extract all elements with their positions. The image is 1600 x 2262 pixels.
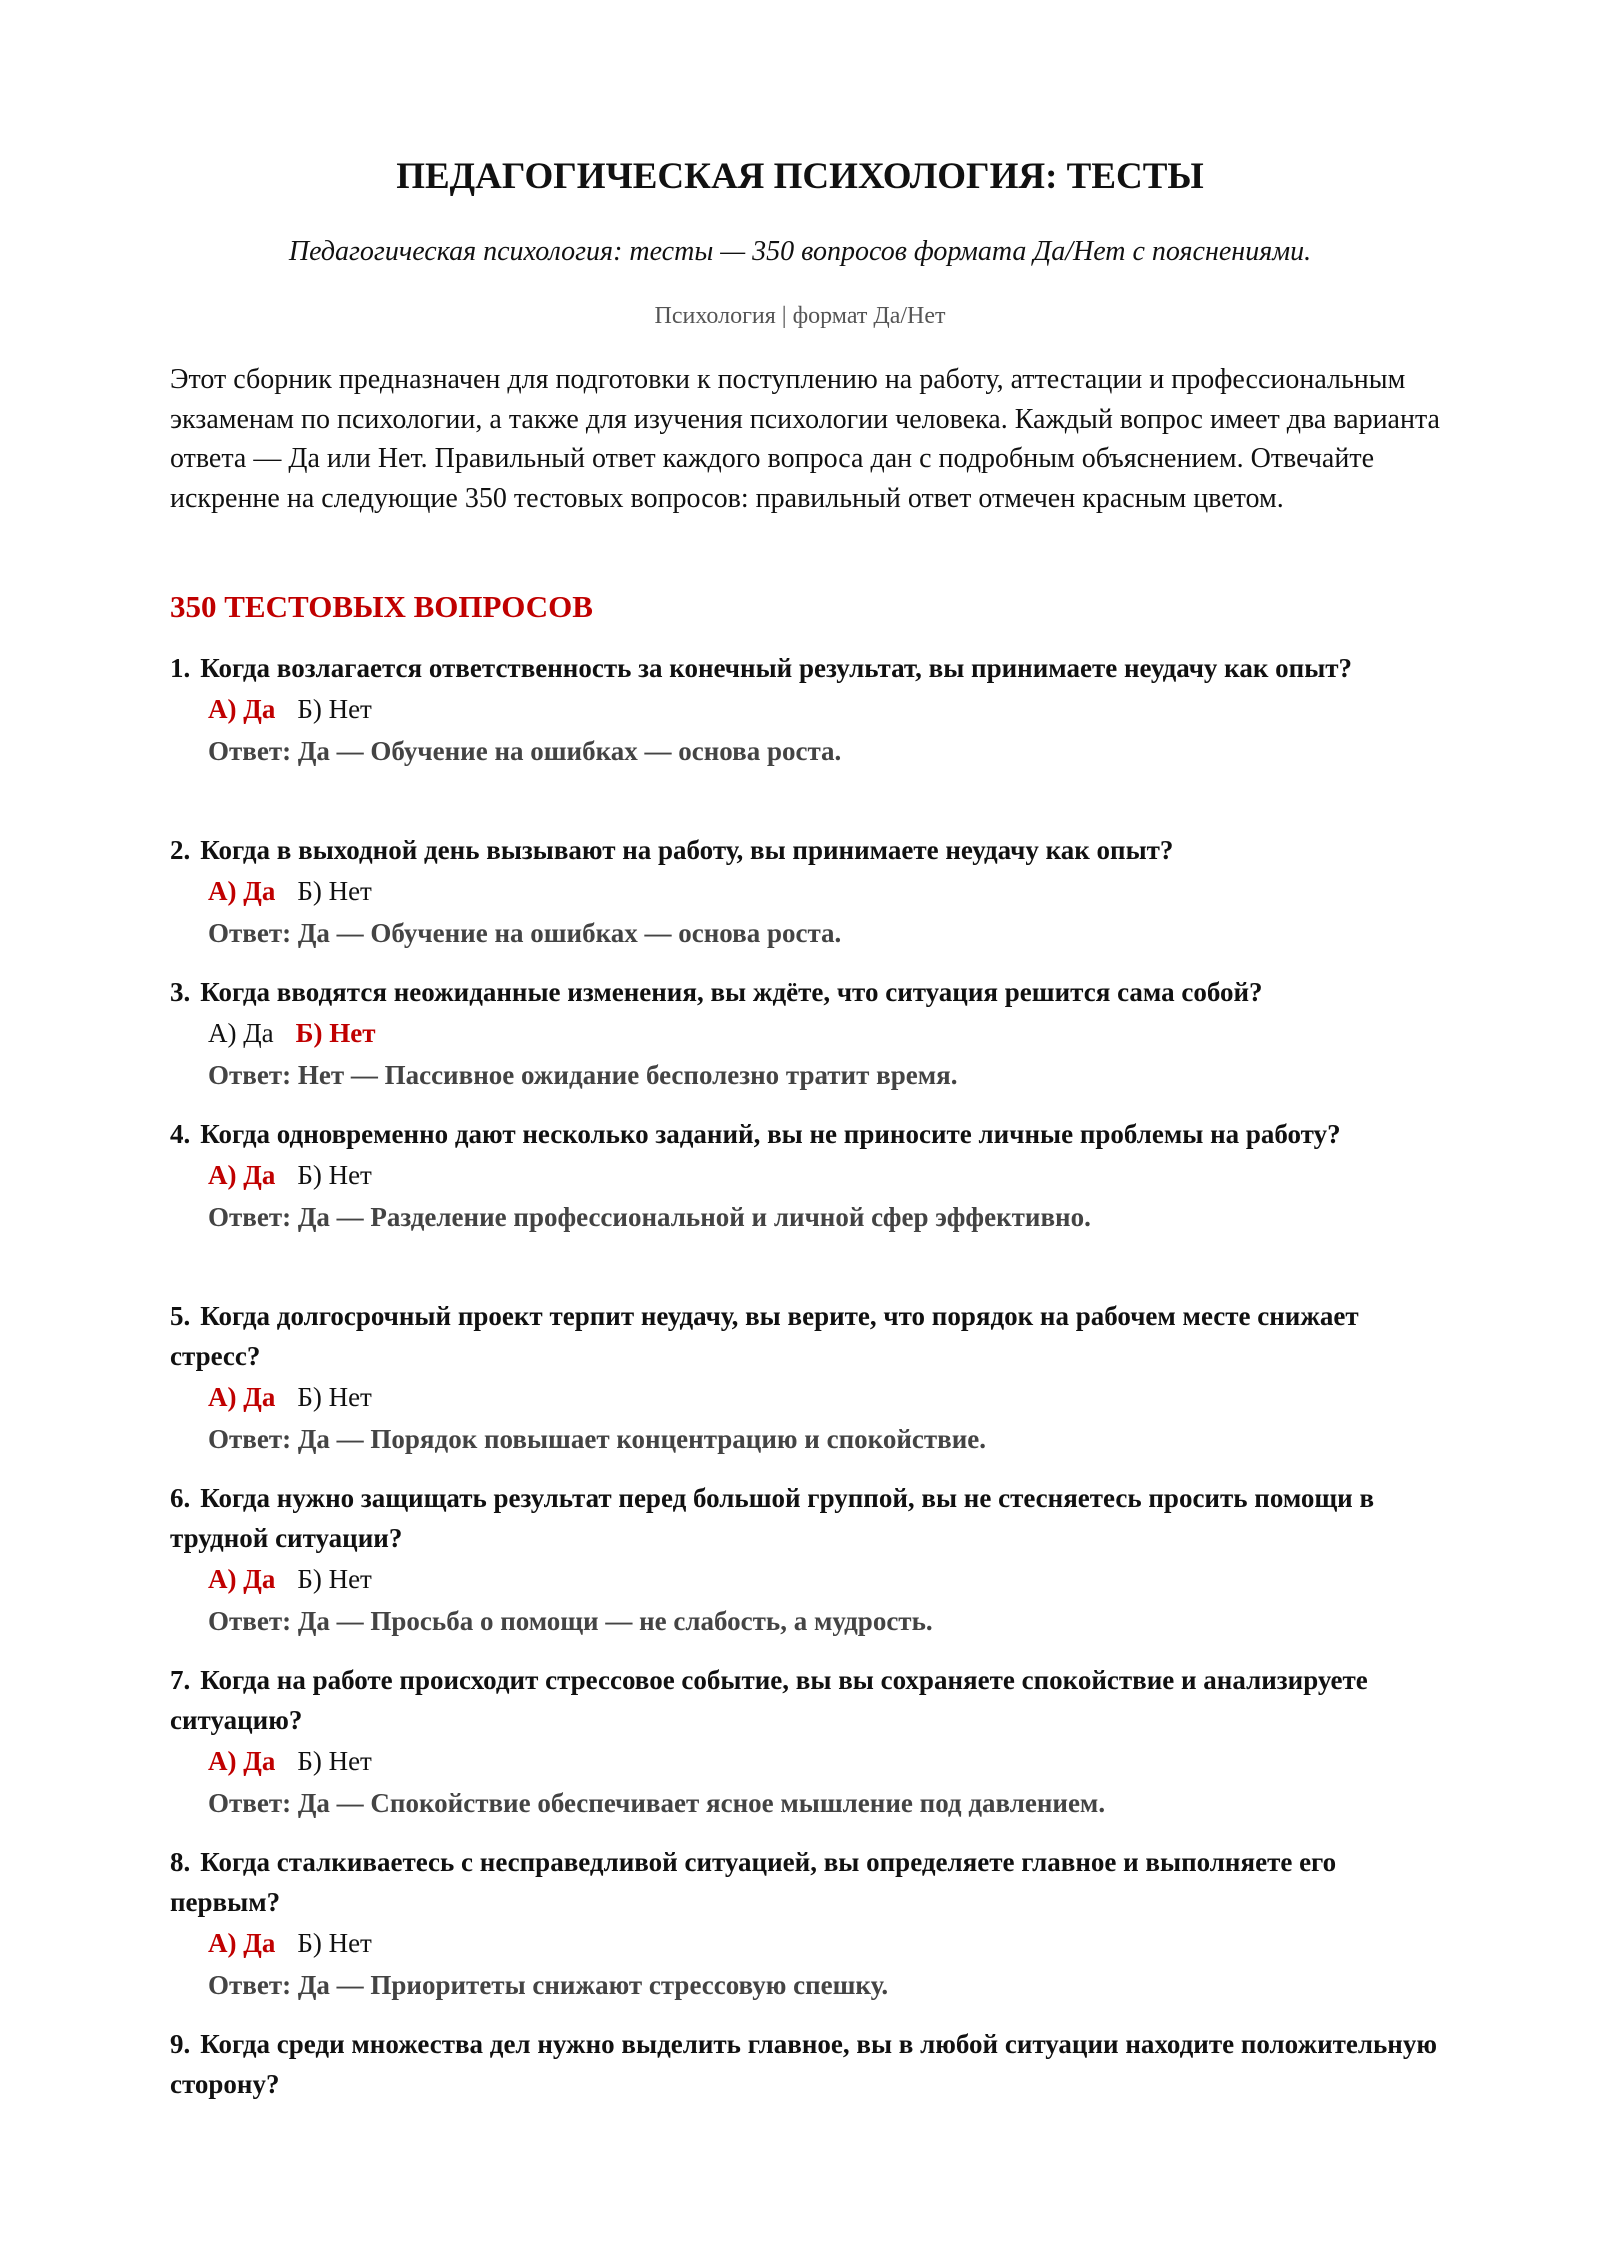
question-body: Когда вводятся неожиданные изменения, вы ждёте, что ситуация решится сама собой? xyxy=(200,977,1263,1007)
answer-options xyxy=(170,688,1440,730)
document-meta: Психология | формат Да/Нет xyxy=(654,303,946,329)
question-text xyxy=(170,2024,1440,2104)
question-text xyxy=(170,1478,1440,1558)
question-body: Когда одновременно дают несколько заданий, вы не приносите личные проблемы на работу? xyxy=(200,1119,1341,1149)
question-item xyxy=(170,972,1440,1096)
question-item xyxy=(170,1478,1440,1642)
question-body: Когда среди множества дел нужно выделить главное, вы в любой ситуации находите положительную сторону? xyxy=(170,2029,1437,2099)
option[interactable]: Б) Нет xyxy=(297,1564,372,1594)
answer-options xyxy=(170,870,1440,912)
question-item xyxy=(170,1842,1440,2006)
question-number: 2. xyxy=(170,835,191,865)
option[interactable]: А) Да xyxy=(208,1018,274,1048)
question-body: Когда возлагается ответственность за конечный результат, вы принимаете неудачу как опыт? xyxy=(200,653,1353,683)
question-number: 8. xyxy=(170,1847,191,1877)
option[interactable]: Б) Нет xyxy=(297,694,372,724)
question-text xyxy=(170,830,1440,870)
question-item xyxy=(170,830,1440,954)
option-correct[interactable]: А) Да xyxy=(208,1928,276,1958)
answer-options xyxy=(170,1154,1440,1196)
document-subtitle: Педагогическая психология: тесты — 350 вопросов формата Да/Нет с пояснениями. xyxy=(288,236,1312,267)
option[interactable]: Б) Нет xyxy=(297,876,372,906)
option-correct[interactable]: А) Да xyxy=(208,1564,276,1594)
question-body: Когда долгосрочный проект терпит неудачу, вы верите, что порядок на рабочем месте снижает стресс? xyxy=(170,1301,1359,1371)
question-text xyxy=(170,1114,1440,1154)
option[interactable]: Б) Нет xyxy=(297,1382,372,1412)
option-correct[interactable]: А) Да xyxy=(208,694,276,724)
answer-explanation: Ответ: Да — Порядок повышает концентрацию и спокойствие. xyxy=(208,1424,987,1454)
answer-explanation: Ответ: Да — Обучение на ошибках — основа роста. xyxy=(208,736,842,766)
question-body: Когда в выходной день вызывают на работу, вы принимаете неудачу как опыт? xyxy=(200,835,1174,865)
question-text xyxy=(170,648,1440,688)
section-title: 350 ТЕСТОВЫХ ВОПРОСОВ xyxy=(170,589,593,624)
question-body: Когда сталкиваетесь с несправедливой ситуацией, вы определяете главное и выполняете его первым? xyxy=(170,1847,1337,1917)
option-correct[interactable]: Б) Нет xyxy=(295,1018,376,1048)
option[interactable]: Б) Нет xyxy=(297,1746,372,1776)
option-correct[interactable]: А) Да xyxy=(208,1746,276,1776)
answer-options xyxy=(170,1376,1440,1418)
question-number: 4. xyxy=(170,1119,191,1149)
question-item xyxy=(170,1296,1440,1460)
question-body: Когда на работе происходит стрессовое событие, вы вы сохраняете спокойствие и анализируете ситуацию? xyxy=(170,1665,1368,1735)
option-correct[interactable]: А) Да xyxy=(208,876,276,906)
option-correct[interactable]: А) Да xyxy=(208,1382,276,1412)
question-text xyxy=(170,972,1440,1012)
question-number: 1. xyxy=(170,653,191,683)
intro-paragraph: Этот сборник предназначен для подготовки к поступлению на работу, аттестации и профессиональным экзаменам по психологии, а также для изучения психологии человека. Каждый вопрос имеет два варианта ответа — Да или Нет. Правильный ответ каждого вопроса дан с подробным объяснением. Отвечайте искренне на следующие 350 тестовых вопросов: правильный ответ отмечен красным цветом. xyxy=(170,364,1440,514)
option[interactable]: Б) Нет xyxy=(297,1160,372,1190)
answer-options xyxy=(170,1012,1440,1054)
answer-explanation: Ответ: Нет — Пассивное ожидание бесполезно тратит время. xyxy=(208,1060,958,1090)
question-item xyxy=(170,648,1440,772)
option-correct[interactable]: А) Да xyxy=(208,1160,276,1190)
question-number: 9. xyxy=(170,2029,191,2059)
question-item xyxy=(170,1660,1440,1824)
answer-explanation: Ответ: Да — Спокойствие обеспечивает ясное мышление под давлением. xyxy=(208,1788,1106,1818)
answer-explanation: Ответ: Да — Приоритеты снижают стрессовую спешку. xyxy=(208,1970,889,2000)
answer-explanation: Ответ: Да — Обучение на ошибках — основа роста. xyxy=(208,918,842,948)
question-number: 6. xyxy=(170,1483,191,1513)
question-text xyxy=(170,1842,1440,1922)
answer-options xyxy=(170,1740,1440,1782)
question-item xyxy=(170,1114,1440,1238)
answer-options xyxy=(170,1922,1440,1964)
answer-explanation: Ответ: Да — Разделение профессиональной и личной сфер эффективно. xyxy=(208,1202,1091,1232)
question-text xyxy=(170,1660,1440,1740)
question-body: Когда нужно защищать результат перед большой группой, вы не стесняетесь просить помощи в трудной ситуации? xyxy=(170,1483,1375,1553)
option[interactable]: Б) Нет xyxy=(297,1928,372,1958)
answer-explanation: Ответ: Да — Просьба о помощи — не слабость, а мудрость. xyxy=(208,1606,933,1636)
question-number: 5. xyxy=(170,1301,191,1331)
question-number: 7. xyxy=(170,1665,191,1695)
document-title: ПЕДАГОГИЧЕСКАЯ ПСИХОЛОГИЯ: ТЕСТЫ xyxy=(396,156,1204,197)
question-text xyxy=(170,1296,1440,1376)
question-item xyxy=(170,2024,1440,2104)
question-number: 3. xyxy=(170,977,191,1007)
answer-options xyxy=(170,1558,1440,1600)
